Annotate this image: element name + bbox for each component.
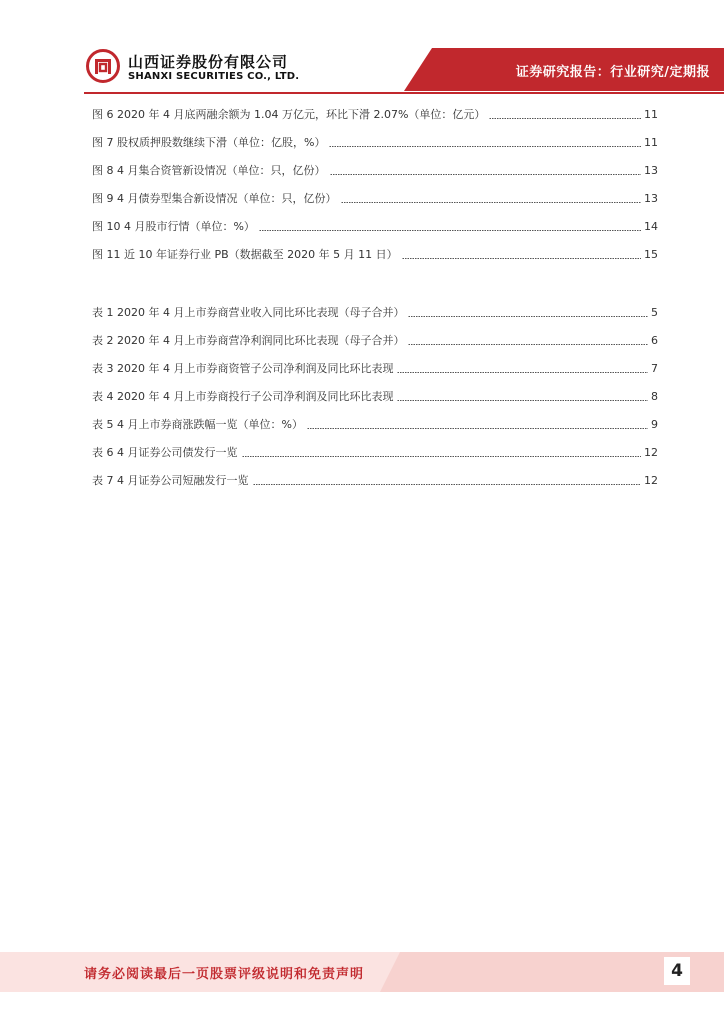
figure-list-item[interactable] — [92, 134, 658, 150]
dot-leader — [242, 456, 642, 457]
dot-leader — [397, 372, 648, 373]
dot-leader — [253, 484, 642, 485]
figure-title: 图 11 近 10 年证券行业 PB（数据截至 2020 年 5 月 11 日） — [92, 248, 398, 261]
dot-leader — [307, 428, 648, 429]
table-title: 表 5 4 月上市券商涨跌幅一览（单位：%） — [92, 418, 303, 431]
table-list-item[interactable] — [92, 444, 658, 460]
figure-list-item[interactable] — [92, 218, 658, 234]
dot-leader — [259, 230, 641, 231]
table-page-number: 5 — [651, 306, 658, 319]
figure-page-number: 15 — [644, 248, 658, 261]
figure-page-number: 14 — [644, 220, 658, 233]
table-title: 表 6 4 月证券公司债发行一览 — [92, 446, 238, 459]
table-page-number: 7 — [651, 362, 658, 375]
figure-list-item[interactable] — [92, 190, 658, 206]
figure-title: 图 7 股权质押股数继续下滑（单位：亿股，%） — [92, 136, 326, 149]
table-title: 表 4 2020 年 4 月上市券商投行子公司净利润及同比环比表现 — [92, 390, 394, 403]
table-page-number: 8 — [651, 390, 658, 403]
dot-leader — [341, 202, 642, 203]
header-divider — [84, 92, 724, 94]
table-page-number: 12 — [644, 474, 658, 487]
figure-page-number: 13 — [644, 164, 658, 177]
table-list-item[interactable] — [92, 388, 658, 404]
dot-leader — [329, 146, 641, 147]
table-page-number: 6 — [651, 334, 658, 347]
page-number: 4 — [664, 957, 690, 985]
page-header — [0, 0, 724, 96]
table-list-item[interactable] — [92, 472, 658, 488]
dot-leader — [489, 118, 641, 119]
figure-list-item[interactable] — [92, 246, 658, 262]
table-title: 表 1 2020 年 4 月上市券商营业收入同比环比表现（母子合并） — [92, 306, 405, 319]
figure-title: 图 6 2020 年 4 月底两融余额为 1.04 万亿元，环比下滑 2.07%（单位：亿元） — [92, 108, 486, 121]
company-name-en: SHANXI SECURITIES CO., LTD. — [128, 71, 300, 82]
company-logo-icon — [86, 49, 120, 83]
figure-title: 图 8 4 月集合资管新设情况（单位：只，亿份） — [92, 164, 326, 177]
table-list-item[interactable] — [92, 304, 658, 320]
company-name-cn: 山西证券股份有限公司 — [128, 53, 289, 71]
table-title: 表 2 2020 年 4 月上市券商营净利润同比环比表现（母子合并） — [92, 334, 405, 347]
table-title: 表 3 2020 年 4 月上市券商资管子公司净利润及同比环比表现 — [92, 362, 394, 375]
figure-list-item[interactable] — [92, 106, 658, 122]
figure-list-item[interactable] — [92, 162, 658, 178]
table-list-item[interactable] — [92, 360, 658, 376]
dot-leader — [408, 316, 648, 317]
table-page-number: 12 — [644, 446, 658, 459]
figure-title: 图 10 4 月股市行情（单位：%） — [92, 220, 255, 233]
dot-leader — [402, 258, 641, 259]
table-page-number: 9 — [651, 418, 658, 431]
dot-leader — [408, 344, 648, 345]
figure-page-number: 13 — [644, 192, 658, 205]
table-title: 表 7 4 月证券公司短融发行一览 — [92, 474, 249, 487]
footer-disclaimer: 请务必阅读最后一页股票评级说明和免责声明 — [84, 967, 365, 982]
figure-page-number: 11 — [644, 136, 658, 149]
figure-title: 图 9 4 月债券型集合新设情况（单位：只，亿份） — [92, 192, 337, 205]
dot-leader — [397, 400, 648, 401]
figure-page-number: 11 — [644, 108, 658, 121]
table-list-item[interactable] — [92, 416, 658, 432]
dot-leader — [330, 174, 642, 175]
report-type-label: 证券研究报告：行业研究/定期报 — [515, 65, 710, 80]
table-list-item[interactable] — [92, 332, 658, 348]
